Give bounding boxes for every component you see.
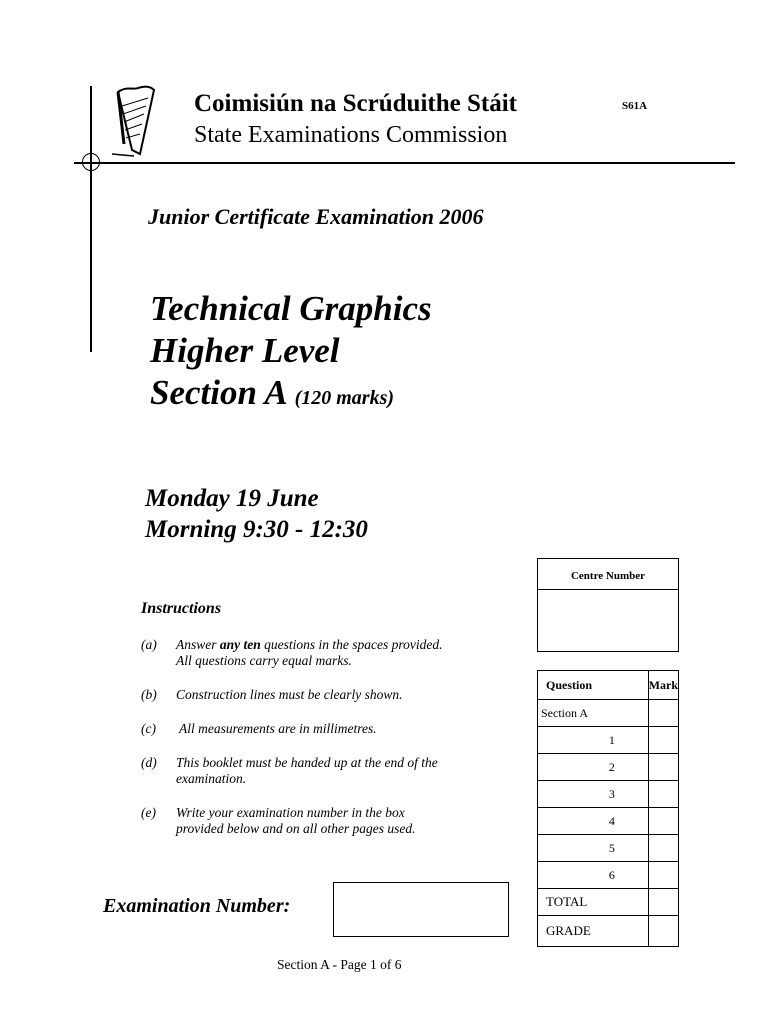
table-row [538,727,679,754]
question-number: 5 [538,835,649,862]
instruction-text: All measurements are in millimetres. [179,721,377,736]
mark-cell[interactable] [648,862,678,889]
exam-number-label: Examination Number: [103,895,291,917]
marks-table [537,670,679,947]
mark-cell[interactable] [648,808,678,835]
centre-number-field[interactable] [538,590,678,652]
instruction-letter: (c) [141,721,156,736]
instruction-item [141,755,511,789]
table-header-row [538,671,679,700]
instruction-text: This booklet must be handed up at the end of the [176,755,438,770]
instruction-text: Construction lines must be clearly shown. [176,687,403,702]
subject-block [150,288,432,419]
centre-number-label: Centre Number [538,559,678,590]
instruction-letter: (a) [141,637,157,652]
section-line [150,372,432,419]
subject-line-2: Higher Level [150,331,340,370]
mark-cell[interactable] [648,781,678,808]
table-row [538,916,679,947]
table-row [538,889,679,916]
instruction-text: questions in the spaces provided. [260,637,443,652]
instruction-text: Answer [176,637,220,652]
instruction-text: examination. [176,771,247,786]
total-label: TOTAL [538,889,649,916]
margin-vertical-line [90,86,92,352]
section-marks: (120 marks) [294,387,395,409]
table-row [538,835,679,862]
org-name-irish: Coimisiún na Scrúduithe Stáit [194,90,517,117]
subject-line-1: Technical Graphics [150,289,432,328]
harp-logo-icon [104,84,162,160]
mark-cell[interactable] [648,727,678,754]
question-number: 3 [538,781,649,808]
question-number: 4 [538,808,649,835]
instruction-text: Write your examination number in the box [176,805,405,820]
table-row [538,700,679,727]
column-header-question: Question [538,671,649,700]
section-title: Section A [150,373,286,412]
org-name-english: State Examinations Commission [194,122,508,148]
instructions-heading: Instructions [141,600,222,617]
instruction-text: All questions carry equal marks. [176,653,352,668]
centre-number-box [537,558,679,652]
exam-time: Morning 9:30 - 12:30 [145,516,368,543]
header-rule [74,162,735,164]
grade-cell[interactable] [648,916,678,947]
total-mark-cell[interactable] [648,889,678,916]
question-number: 1 [538,727,649,754]
grade-label: GRADE [538,916,649,947]
instruction-letter: (e) [141,805,156,820]
mark-cell[interactable] [648,835,678,862]
date-block [145,483,368,545]
question-number: 6 [538,862,649,889]
exam-number-box[interactable] [333,882,509,937]
table-row [538,808,679,835]
page-footer: Section A - Page 1 of 6 [277,957,402,972]
table-row [538,862,679,889]
instruction-emphasis: any ten [219,637,261,652]
instruction-item [141,805,511,839]
exam-date: Monday 19 June [145,485,319,512]
column-header-mark: Mark [648,671,678,700]
table-row [538,781,679,808]
registration-mark [82,153,100,171]
instruction-text: provided below and on all other pages used. [176,821,416,836]
mark-cell[interactable] [648,754,678,781]
question-number: 2 [538,754,649,781]
instruction-letter: (d) [141,755,157,770]
paper-code: S61A [622,100,648,112]
instruction-item [141,721,511,739]
mark-cell[interactable] [648,700,678,727]
instruction-item [141,637,511,671]
table-row [538,754,679,781]
section-label-cell: Section A [538,700,649,727]
exam-title: Junior Certificate Examination 2006 [148,204,484,229]
instruction-item [141,687,511,705]
instruction-letter: (b) [141,687,157,702]
